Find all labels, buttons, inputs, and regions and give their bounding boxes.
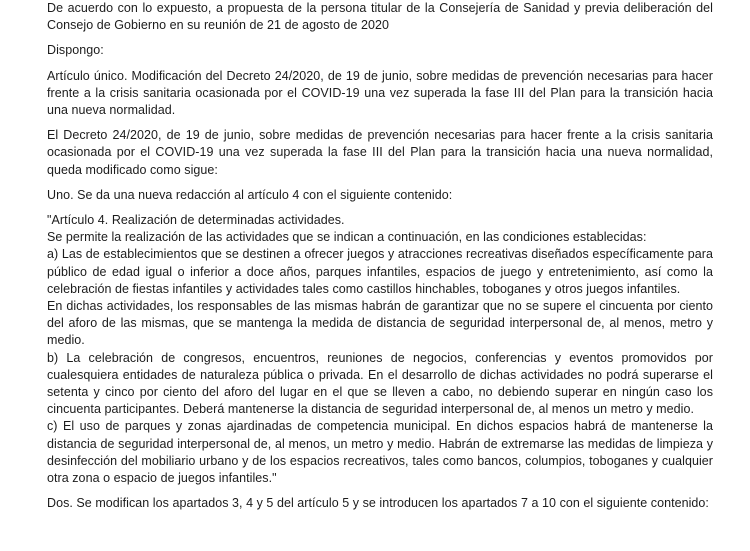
paragraph-dos-modifican-apartados: Dos. Se modifican los apartados 3, 4 y 5 del artículo 5 y se introducen los apartados 7 a 10 con el siguiente contenido: [47, 496, 709, 511]
paragraph-articulo-unico: Artículo único. Modificación del Decreto 24/2020, de 19 de junio, sobre medidas de prevención necesarias para hacer frente a la crisis sanitaria ocasionada por el COVID-19 una vez superada la fase III del Plan para la transición hacia una nueva normalidad. [47, 68, 713, 118]
paragraph-intro-clause: De acuerdo con lo expuesto, a propuesta de la persona titular de la Consejería de Sanidad y previa deliberación del Consejo de Gobierno en su reunión de 21 de agosto de 2020 [47, 1, 713, 33]
paragraph-articulo-4-titulo: "Artículo 4. Realización de determinadas actividades. [47, 213, 345, 228]
paragraph-apartado-b: b) La celebración de congresos, encuentros, reuniones de negocios, conferencias y eventos promovidos por cualesquiera entidades de naturaleza pública o privada. En el desarrollo de dichas actividades no podrá superarse el setenta y cinco por ciento del aforo del lugar en el que se lleven a cabo, no debiendo superar en ningún caso los cincuenta participantes. Deberá mantenerse la distancia de seguridad interpersonal de, al menos un metro y medio. [47, 350, 713, 417]
paragraph-articulo-4-intro: Se permite la realización de las actividades que se indican a continuación, en las condiciones establecidas: [47, 230, 647, 245]
paragraph-decreto-queda-modificado: El Decreto 24/2020, de 19 de junio, sobre medidas de prevención necesarias para hacer frente a la crisis sanitaria ocasionada por el COVID-19 una vez superada la fase III del Plan para la transición hacia una nueva normalidad, queda modificado como sigue: [47, 128, 713, 177]
paragraph-dispongo: Dispongo: [47, 43, 104, 58]
paragraph-uno-nueva-redaccion: Uno. Se da una nueva redacción al artículo 4 con el siguiente contenido: [47, 187, 453, 202]
quoted-articulo-4-block [47, 212, 713, 487]
paragraph-apartado-c: c) El uso de parques y zonas ajardinadas de competencia municipal. En dichos espacios habrá de mantenerse la distancia de seguridad interpersonal de, al menos, un metro y medio. Habrán de extremarse las medidas de limpieza y desinfección del mobiliario urbano y de los espacios recreativos, tales como bancos, columpios, toboganes y cualquier otra zona o espacio de juegos infantiles." [47, 419, 713, 486]
paragraph-apartado-a: a) Las de establecimientos que se destinen a ofrecer juegos y atracciones recreativas diseñados específicamente para público de edad igual o inferior a doce años, parques infantiles, espacios de juego y entretenimiento, así como la celebración de fiestas infantiles y actividades tales como castillos hinchables, toboganes y otros juegos infantiles. [47, 247, 713, 296]
paragraph-apartado-a-condiciones: En dichas actividades, los responsables de las mismas habrán de garantizar que no se supere el cincuenta por ciento del aforo de las mismas, que se mantenga la medida de distancia de seguridad interpersonal de, al menos, metro y medio. [47, 299, 713, 348]
